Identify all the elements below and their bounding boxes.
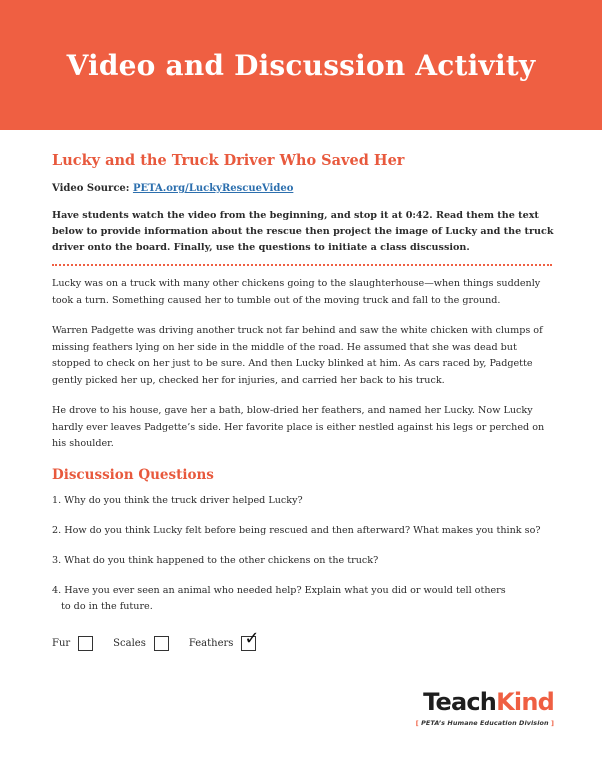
lesson-title: Lucky and the Truck Driver Who Saved Her <box>52 152 405 169</box>
logo-tagline <box>406 719 554 727</box>
checkbox-box[interactable] <box>154 636 169 651</box>
checkbox-box[interactable] <box>78 636 93 651</box>
discussion-heading: Discussion Questions <box>52 466 214 483</box>
header-banner <box>0 0 602 130</box>
checkbox-fur[interactable] <box>52 636 93 651</box>
video-source-label: Video Source: <box>52 183 130 194</box>
instructions-text: Have students watch the video from the beginning, and stop it at 0:42. Read them the text below to provide information about the rescue then project the image of Lucky and the truck driver onto the board. Finally, use the questions to initiate a class discussion. <box>52 210 554 253</box>
tagline-text: PETA’s Humane Education Division <box>418 719 551 727</box>
logo-teach: Teach <box>423 688 497 716</box>
page-title: Video and Discussion Activity <box>66 48 536 82</box>
logo-wordmark <box>406 688 554 716</box>
story-paragraph: He drove to his house, gave her a bath, blow-dried her feathers, and named her Lucky. Now Lucky hardly ever leaves Padgette’s side. Her favorite place is either nestled against his legs or perched on his shoulder. <box>52 405 545 449</box>
question-item: 3. What do you think happened to the other chickens on the truck? <box>52 554 379 566</box>
teachkind-logo <box>406 688 554 727</box>
question-item <box>52 583 557 615</box>
video-source <box>52 183 557 194</box>
checkbox-row <box>52 628 276 651</box>
logo-kind: Kind <box>496 688 554 716</box>
main-content <box>52 152 557 629</box>
tagline-bracket: [ <box>415 719 419 727</box>
question-item: 1. Why do you think the truck driver helped Lucky? <box>52 494 303 506</box>
checkbox-label: Feathers <box>188 638 234 649</box>
checkbox-box[interactable] <box>241 628 260 651</box>
story-section <box>52 276 557 453</box>
video-source-link[interactable]: PETA.org/LuckyRescueVideo <box>132 183 294 194</box>
story-paragraph: Lucky was on a truck with many other chickens going to the slaughterhouse—when things suddenly took a turn. Something caused her to tumble out of the moving truck and fall to the ground. <box>52 278 541 306</box>
tagline-bracket: ] <box>550 719 554 727</box>
question-item: 2. How do you think Lucky felt before being rescued and then afterward? What makes you think so? <box>52 524 541 536</box>
story-paragraph: Warren Padgette was driving another truck not far behind and saw the white chicken with clumps of missing feathers lying on her side in the middle of the road. He assumed that she was dead but stopped to check on her just to be sure. And then Lucky blinked at him. As cars raced by, Padgette gently picked her up, checked her for injuries, and carried her back to his truck. <box>52 325 543 386</box>
question-list <box>52 493 557 615</box>
question-text: 4. Have you ever seen an animal who needed help? Explain what you did or would tell others <box>52 584 506 596</box>
checkbox-feathers[interactable] <box>188 628 260 651</box>
checkbox-label: Fur <box>52 638 71 649</box>
checkbox-label: Scales <box>113 638 146 649</box>
dotted-divider <box>52 264 552 266</box>
question-continuation: to do in the future. <box>61 600 153 612</box>
checkbox-scales[interactable] <box>113 636 169 651</box>
checkmark-icon: ✓ <box>244 628 260 649</box>
